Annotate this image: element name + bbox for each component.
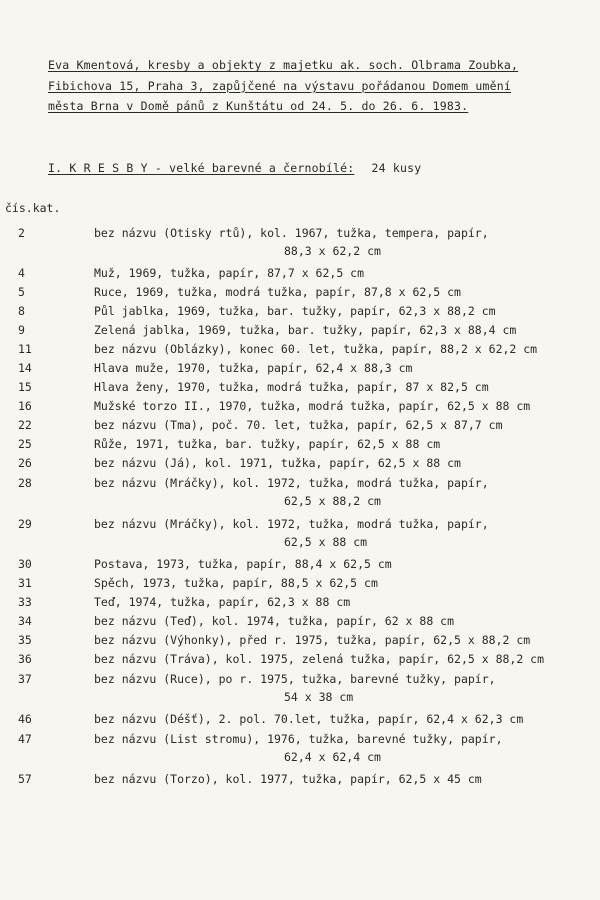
entry-body (94, 283, 461, 301)
header-line: města Brna v Domě pánů z Kunštátu od 24. 5. do 26. 6. 1983. (48, 99, 469, 113)
catalog-number: 57 (18, 772, 32, 786)
catalog-number-label: čís.kat. (5, 201, 61, 215)
entry-description: bez názvu (Déšť), 2. pol. 70.let, tužka, papír, 62,4 x 62,3 cm (94, 712, 524, 726)
catalog-entry (0, 472, 600, 510)
catalog-entry (0, 554, 600, 573)
catalog-entry (0, 396, 600, 415)
entry-body (94, 474, 489, 510)
entry-body (94, 515, 489, 551)
catalog-number: 29 (18, 517, 32, 531)
catalog-entry (0, 649, 600, 668)
catalog-entry (0, 513, 600, 551)
section-title: I. K R E S B Y - velké barevné a černobílé: (48, 161, 355, 175)
entry-dimensions: 62,5 x 88,2 cm (284, 494, 381, 508)
catalog-number: 8 (18, 304, 25, 318)
entry-description: Půl jablka, 1969, tužka, bar. tužky, papír, 62,3 x 88,2 cm (94, 304, 496, 318)
entry-body (94, 416, 503, 434)
catalog-entry (0, 282, 600, 301)
entry-description: bez názvu (Mráčky), kol. 1972, tužka, modrá tužka, papír, (94, 517, 489, 531)
entry-description: Hlava muže, 1970, tužka, papír, 62,4 x 88,3 cm (94, 361, 413, 375)
entry-body (94, 631, 530, 649)
catalog-number: 15 (18, 380, 32, 394)
catalog-number: 2 (18, 226, 25, 240)
catalog-number: 34 (18, 614, 32, 628)
entry-body (94, 454, 461, 472)
entry-description: Postava, 1973, tužka, papír, 88,4 x 62,5 cm (94, 557, 392, 571)
entry-description: Ruce, 1969, tužka, modrá tužka, papír, 87,8 x 62,5 cm (94, 285, 461, 299)
entry-body (94, 359, 413, 377)
entry-description: Muž, 1969, tužka, papír, 87,7 x 62,5 cm (94, 266, 365, 280)
catalog-entry (0, 301, 600, 320)
catalog-entry (0, 592, 600, 611)
entry-description: bez názvu (List stromu), 1976, tužka, barevné tužky, papír, (94, 732, 503, 746)
catalog-entry (0, 453, 600, 472)
entry-body (94, 650, 544, 668)
entry-dimensions: 62,5 x 88 cm (284, 535, 368, 549)
entry-description: bez názvu (Teď), kol. 1974, tužka, papír, 62 x 88 cm (94, 614, 455, 628)
catalog-number: 9 (18, 323, 25, 337)
section-heading (48, 161, 421, 175)
catalog-entry-list (0, 224, 600, 788)
header-line: Eva Kmentová, kresby a objekty z majetku ak. soch. Olbrama Zoubka, (48, 58, 519, 72)
catalog-number: 33 (18, 595, 32, 609)
entry-body (94, 593, 350, 611)
catalog-number: 46 (18, 712, 32, 726)
entry-dimensions: 54 x 38 cm (284, 690, 354, 704)
section-count: 24 kusy (371, 161, 422, 175)
catalog-entry (0, 358, 600, 377)
entry-body (94, 770, 482, 788)
entry-description: bez názvu (Tráva), kol. 1975, zelená tužka, papír, 62,5 x 88,2 cm (94, 652, 545, 666)
entry-description: Spěch, 1973, tužka, papír, 88,5 x 62,5 cm (94, 576, 378, 590)
entry-body (94, 435, 440, 453)
entry-body (94, 224, 489, 260)
catalog-entry (0, 320, 600, 339)
entry-description: bez názvu (Výhonky), před r. 1975, tužka, papír, 62,5 x 88,2 cm (94, 633, 531, 647)
catalog-entry (0, 377, 600, 396)
entry-body (94, 397, 530, 415)
catalog-entry (0, 630, 600, 649)
catalog-entry (0, 434, 600, 453)
entry-description: bez názvu (Otisky rtů), kol. 1967, tužka, tempera, papír, (94, 226, 489, 240)
catalog-number: 11 (18, 342, 32, 356)
entry-description: Mužské torzo II., 1970, tužka, modrá tužka, papír, 62,5 x 88 cm (94, 399, 531, 413)
entry-body (94, 670, 496, 706)
catalog-entry (0, 709, 600, 728)
catalog-entry (0, 769, 600, 788)
catalog-entry (0, 573, 600, 592)
entry-dimensions: 62,4 x 62,4 cm (284, 750, 381, 764)
catalog-number: 5 (18, 285, 25, 299)
catalog-entry (0, 668, 600, 706)
catalog-number: 16 (18, 399, 32, 413)
entry-body (94, 264, 364, 282)
catalog-number: 37 (18, 672, 32, 686)
entry-body (94, 555, 392, 573)
entry-description: bez názvu (Já), kol. 1971, tužka, papír, 62,5 x 88 cm (94, 456, 461, 470)
entry-description: Teď, 1974, tužka, papír, 62,3 x 88 cm (94, 595, 351, 609)
catalog-number: 25 (18, 437, 32, 451)
catalog-number: 31 (18, 576, 32, 590)
catalog-number: 22 (18, 418, 32, 432)
entry-description: bez názvu (Ruce), po r. 1975, tužka, barevné tužky, papír, (94, 672, 496, 686)
entry-body (94, 730, 503, 766)
entry-body (94, 612, 454, 630)
header-line: Fibichova 15, Praha 3, zapůjčené na výstavu pořádanou Domem umění (48, 78, 512, 93)
entry-body (94, 710, 523, 728)
entry-dimensions: 88,3 x 62,2 cm (284, 244, 381, 258)
catalog-number: 4 (18, 266, 25, 280)
catalog-number: 14 (18, 361, 32, 375)
entry-description: Zelená jablka, 1969, tužka, bar. tužky, papír, 62,3 x 88,4 cm (94, 323, 517, 337)
catalog-number: 30 (18, 557, 32, 571)
entry-description: bez názvu (Oblázky), konec 60. let, tužka, papír, 88,2 x 62,2 cm (94, 342, 538, 356)
catalog-number: 35 (18, 633, 32, 647)
entry-body (94, 574, 378, 592)
entry-body (94, 378, 489, 396)
entry-description: bez názvu (Mráčky), kol. 1972, tužka, modrá tužka, papír, (94, 476, 489, 490)
catalog-number: 36 (18, 652, 32, 666)
document-header (48, 55, 518, 117)
catalog-entry (0, 263, 600, 282)
catalog-number: 47 (18, 732, 32, 746)
catalog-entry (0, 728, 600, 766)
catalog-entry (0, 224, 600, 260)
entry-description: bez názvu (Torzo), kol. 1977, tužka, papír, 62,5 x 45 cm (94, 772, 482, 786)
entry-description: bez názvu (Tma), poč. 70. let, tužka, papír, 62,5 x 87,7 cm (94, 418, 503, 432)
catalog-number: 28 (18, 476, 32, 490)
catalog-entry (0, 415, 600, 434)
entry-description: Hlava ženy, 1970, tužka, modrá tužka, papír, 87 x 82,5 cm (94, 380, 489, 394)
catalog-entry (0, 611, 600, 630)
entry-body (94, 321, 516, 339)
entry-description: Růže, 1971, tužka, bar. tužky, papír, 62,5 x 88 cm (94, 437, 441, 451)
catalog-number: 26 (18, 456, 32, 470)
entry-body (94, 340, 537, 358)
catalog-entry (0, 339, 600, 358)
entry-body (94, 302, 496, 320)
